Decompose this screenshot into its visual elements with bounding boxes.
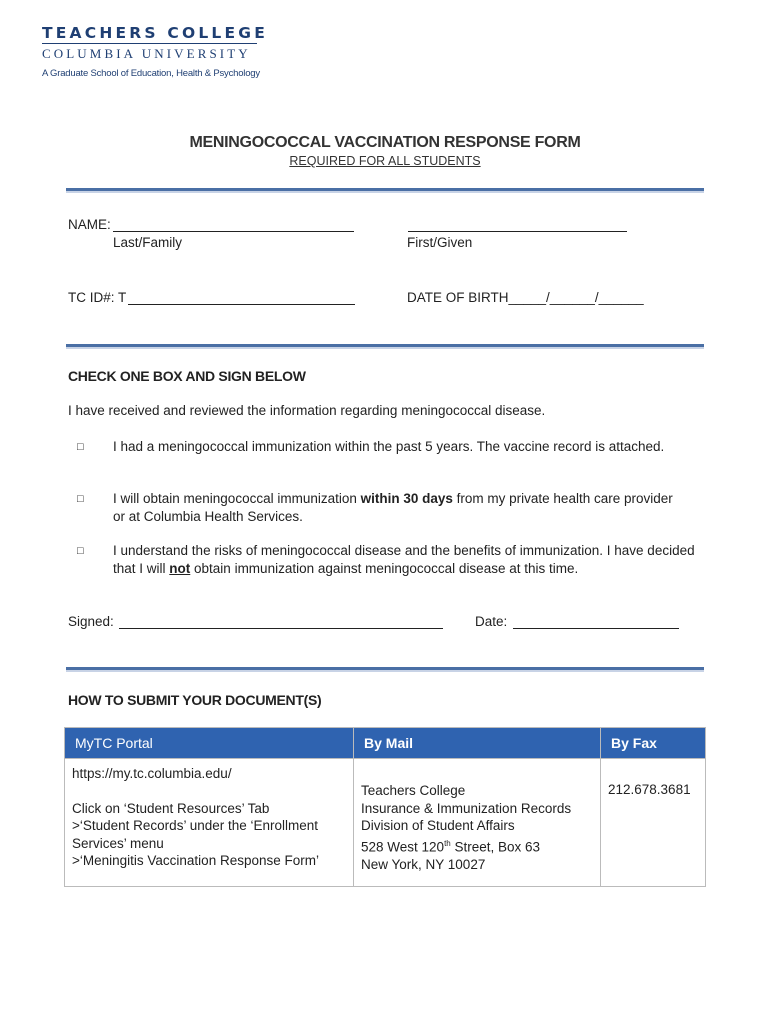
submit-heading: HOW TO SUBMIT YOUR DOCUMENT(S) [68,692,322,708]
date-field[interactable] [513,628,679,629]
option-3-text: I understand the risks of meningococcal disease and the benefits of immunization. I have decided that I will not obtain immunization against meningococcal disease at this time. [113,543,695,576]
divider [66,188,704,193]
divider [66,667,704,672]
dob-field[interactable]: _____/______/______ [508,290,644,305]
option-1-text: I had a meningococcal immunization within the past 5 years. The vaccine record is attached. [113,439,665,454]
mail-line: Division of Student Affairs [361,818,515,833]
form-title: MENINGOCOCCAL VACCINATION RESPONSE FORM [189,134,581,151]
tc-id-label: TC ID#: T [68,290,127,305]
checkbox-option-1[interactable]: □ [77,441,84,453]
mail-street: 528 West 120th Street, Box 63 [361,838,541,854]
option-2-text: I will obtain meningococcal immunization within 30 days from my private health care provider or at Columbia Health Services. [113,491,673,524]
last-name-label: Last/Family [113,235,183,250]
portal-step: >‘Student Records’ under the ‘Enrollment Services’ menu [72,818,319,851]
portal-cell [65,759,354,887]
date-label: Date: [475,614,508,629]
fax-number: 212.678.3681 [601,759,706,887]
first-name-label: First/Given [407,235,473,250]
mail-line: Teachers College [361,783,466,798]
mail-cell [354,759,601,887]
mail-city: New York, NY 10027 [361,856,486,872]
portal-step: >‘Meningitis Vaccination Response Form’ [72,853,319,868]
checkbox-option-3[interactable]: □ [77,545,84,557]
mail-line: Insurance & Immunization Records [361,800,572,816]
portal-step: Click on ‘Student Resources’ Tab [72,800,270,816]
name-label: NAME: [68,217,111,232]
dob-label-text: DATE OF BIRTH [407,290,509,305]
check-heading: CHECK ONE BOX AND SIGN BELOW [68,368,306,384]
signed-label: Signed: [68,614,114,629]
signature-field[interactable] [119,628,443,629]
logo-line-1: TEACHERS COLLEGE [42,24,268,42]
form-subtitle: REQUIRED FOR ALL STUDENTS [289,154,481,168]
emphasis-text: not [169,561,191,576]
submit-table [64,727,706,887]
header-portal: MyTC Portal [65,728,354,759]
header-fax: By Fax [601,728,706,759]
logo-tagline: A Graduate School of Education, Health & Psychology [42,68,260,79]
logo-line-2: COLUMBIA UNIVERSITY [42,46,251,61]
emphasis-text: within 30 days [360,491,453,506]
check-intro: I have received and reviewed the information regarding meningococcal disease. [68,403,546,418]
first-name-field[interactable] [408,231,627,232]
last-name-field[interactable] [113,231,354,232]
portal-link[interactable]: https://my.tc.columbia.edu/ [72,766,232,781]
dob-label [407,290,644,305]
divider [66,344,704,349]
header-mail: By Mail [354,728,601,759]
checkbox-option-2[interactable]: □ [77,493,84,505]
logo-rule [42,43,257,44]
tc-id-field[interactable] [128,304,355,305]
